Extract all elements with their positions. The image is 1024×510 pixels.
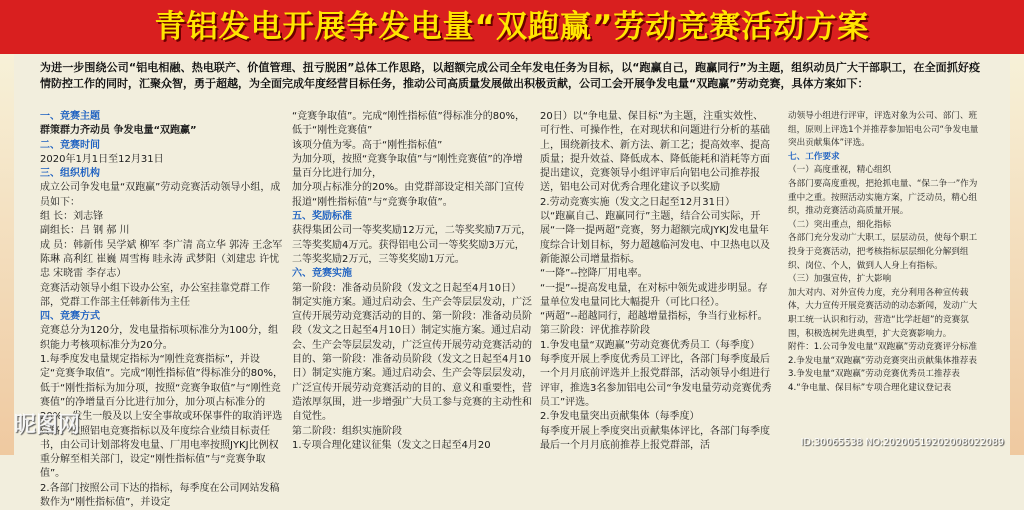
paragraph: 第三阶段：评优推荐阶段	[540, 325, 650, 337]
paragraph: “一提”--提高发电量，在对标中领先或进步明显。存量单位发电量同比大幅提升（可比口径）。	[540, 282, 768, 308]
column-3	[540, 110, 772, 453]
watermark-id: ID:30065538 NO:20200519202008022089	[800, 437, 1004, 448]
paragraph: 2020年1月1日至12月31日	[40, 153, 164, 165]
paragraph: 3.争发电量“双跑赢”劳动竞赛优秀员工推荐表	[788, 369, 960, 380]
paragraph: 附件：1.公司争发电量“双跑赢”劳动竞赛评分标准	[788, 342, 977, 353]
column-1	[40, 110, 285, 510]
paragraph: 1.争发电量“双跑赢”劳动竞赛优秀员工（每季度）	[540, 339, 760, 351]
intro-paragraph: 为进一步围绕公司“铝电相融、热电联产、价值管理、扭亏脱困”总体工作思路，以超额完成公司全年发电任务为目标，以“跑赢自己，跑赢同行”为主题，组织动员广大干部职工，在全面抓好疫情防控工作的同时，汇聚众智，勇于超越，为全面完成年度经营目标任务，推动公司高质量发展做出积极贡献，公司工会开展争发电量“双跑赢”劳动竞赛，具体方案如下：	[40, 61, 980, 90]
paragraph: 动领导小组进行评审，评选对象为公司、部门、班组，原则上评选1个并推荐参加铝电公司“争发电量突出贡献集体”评选。	[788, 111, 979, 149]
paragraph: 竞赛总分为120分，发电量指标项标准分为100分，组织能力考核项标准分为20分。	[40, 325, 279, 351]
paragraph: 以“跑赢自己、跑赢同行”主题，结合公司实际，开展“一降一提两超”竞赛，努力超额完成JYKJ发电量年度综合计划目标，努力超越临河发电、中卫热电以及新能源公司增量指标。	[540, 211, 770, 265]
section-heading: 二、竞赛时间	[40, 139, 100, 151]
section-heading: 四、竞赛方式	[40, 311, 100, 323]
paragraph: 获得集团公司一等奖奖励12万元，二等奖奖励7万元，三等奖奖励4万元。获得铝电公司一等奖奖励3万元，二等奖奖励2万元，三等奖奖励1万元。	[292, 225, 532, 265]
paragraph: 每季度开展上季度突出贡献集体评比，各部门每季度最后一个月月底前推荐上报党群部，活	[540, 425, 770, 451]
paragraph: 各部门要高度重视，把抢抓电量、“保二争一”作为重中之重。按照活动实施方案，广泛动员，精心组织，推动竞赛活动高质量开展。	[788, 178, 978, 217]
section-heading: 三、组织机构	[40, 168, 100, 180]
paragraph: 各部门充分发动广大职工，层层动员，使每个职工投身于竞赛活动，把考核指标层层细化分解到组织、岗位、个人，做到人人身上有指标。	[788, 233, 978, 271]
left-decoration	[0, 54, 14, 455]
paragraph: （三）加强宣传，扩大影响	[788, 274, 892, 285]
paragraph: 2.劳动竞赛实施（发文之日起至12月31日）	[540, 196, 735, 208]
section-heading: 五、奖励标准	[292, 211, 352, 223]
page-title: 青铝发电开展争发电量“双跑赢”劳动竞赛活动方案	[154, 9, 870, 45]
column-2	[292, 110, 532, 453]
paragraph: “竞赛争取值”。完成“刚性指标值”得标准分的80%，低于“刚性竞赛值”	[292, 111, 525, 137]
paragraph: 成立公司争发电量“双跑赢”劳动竞赛活动领导小组，成员如下：	[40, 182, 281, 208]
paragraph: 第一阶段：准备动员阶段（发文之日起至4月10日）	[292, 282, 522, 294]
paragraph: 第二阶段：组织实施阶段	[292, 425, 402, 437]
paragraph: 每季度开展上季度优秀员工评比，各部门每季度最后一个月月底前评选并上报党群部，活动领导小组进行评审，推选3名参加铝电公司“争发电量劳动竞赛优秀员工”评选。	[540, 354, 772, 408]
paragraph: “两超”--超越同行，超越增量指标，争当行业标杆。	[540, 311, 768, 323]
paragraph: 20日）以“争电量、保目标”为主题，注重实效性、可行性、可操作性，在对现状和问题进行分析的基础上，围绕新技术、新方法、新工艺；提高效率、提高质量；提升效益、降低成本、降低能耗和消耗等方面提出建议，竞赛领导小组评审后向铝电公司推荐报送，铝电公司对优秀合理化建议予以奖励	[540, 111, 770, 194]
paragraph: 副组长：吕 钢 郝 川	[40, 225, 130, 237]
paragraph: 2.争发电量“双跑赢”劳动竞赛突出贡献集体推荐表	[788, 355, 977, 366]
paragraph: 1.专项合理化建议征集（发文之日起至4月20	[292, 439, 491, 451]
paragraph: 组 长：刘志锋	[40, 211, 104, 223]
paragraph: 加大对内、对外宣传力度，充分利用各种宣传载体，大力宣传开展竞赛活动的动态新闻，发动广大职工统一认识和行动，营造“比学赶超”的竞赛氛围，积极选树先进典型，扩大竞赛影响力。	[788, 287, 978, 339]
paragraph: 竞赛活动领导小组下设办公室，办公室挂靠党群工作部，党群工作部主任韩新伟为主任	[40, 282, 270, 308]
section-heading: 一、竞赛主题	[40, 111, 100, 122]
paragraph: 1.每季度发电量规定指标为“刚性竞赛指标”，并设定“竞赛争取值”。完成“刚性指标值”得标准分的80%，低于“刚性指标为加分项，按照“竞赛争取值”与“刚性竞赛值”的净增量百分比进行加分，加分项占标准分的20%。发生一般及以上安全事故或环保事件的取消评选资格。依照铝电竞赛指标以及年度综合业绩目标责任书，由公司计划部将发电量、厂用电率按照JYKJ比例权重分解至相关部门，设定“刚性指标值”与“竞赛争取值”。	[40, 354, 283, 480]
title-bar	[0, 6, 1024, 50]
section-heading: 六、竞赛实施	[292, 268, 352, 280]
paragraph: “一降”--控降厂用电率。	[540, 268, 648, 280]
paragraph: 该项分值为零。高于“刚性指标值”	[292, 139, 443, 151]
paragraph: （二）突出重点，细化指标	[788, 219, 892, 230]
paragraph: 加分项占标准分的20%。由党群部设定相关部门宣传报道“刚性指标值”与“竞赛争取值”。	[292, 182, 525, 208]
paragraph: 为加分项，按照“竞赛争取值”与“刚性竞赛值”的净增量百分比进行加分，	[292, 153, 523, 180]
paragraph: 2.各部门按照公司下达的指标，每季度在公司网站发稿数作为“刚性指标值”，并设定	[40, 482, 280, 509]
paragraph: 群策群力齐动员 争发电量“双跑赢”	[40, 125, 197, 137]
paragraph: 制定实施方案。通过启动会、生产会等层层发动，广泛宣传开展劳动竞赛活动的目的、第一阶段：准备动员阶段（发文之日起至4月10日）制定实施方案。通过启动会、生产会等层层发动，广泛宣传开展劳动竞赛活动的目的、第一阶段：准备动员阶段（发文之日起至4月10日）制定实施方案。通过启动会、生产会等层层发动，广泛宣传开展劳动竞赛活动的目的、意义和重要性，营造浓厚氛围，进一步增强广大员工参与竞赛的主动性和自觉性。	[292, 296, 532, 423]
right-decoration	[1010, 54, 1024, 455]
section-heading: 七、工作要求	[788, 151, 840, 162]
paragraph: 2.争发电量突出贡献集体（每季度）	[540, 411, 700, 423]
column-4	[788, 110, 984, 395]
paragraph: 4.“争电量、保目标”专项合理化建议登记表	[788, 382, 952, 393]
watermark-logo: 昵图网	[14, 413, 81, 438]
paragraph: 成 员：韩新伟 吴学斌 柳军 李广清 高立华 郭涛 王念军 陈琳 高利红 崔巍 周雪梅 眭永涛 武梦阳（刘建忠 许忧忠 宋晓雷 李存志）	[40, 239, 283, 280]
paragraph: （一）高度重视，精心组织	[788, 165, 892, 176]
